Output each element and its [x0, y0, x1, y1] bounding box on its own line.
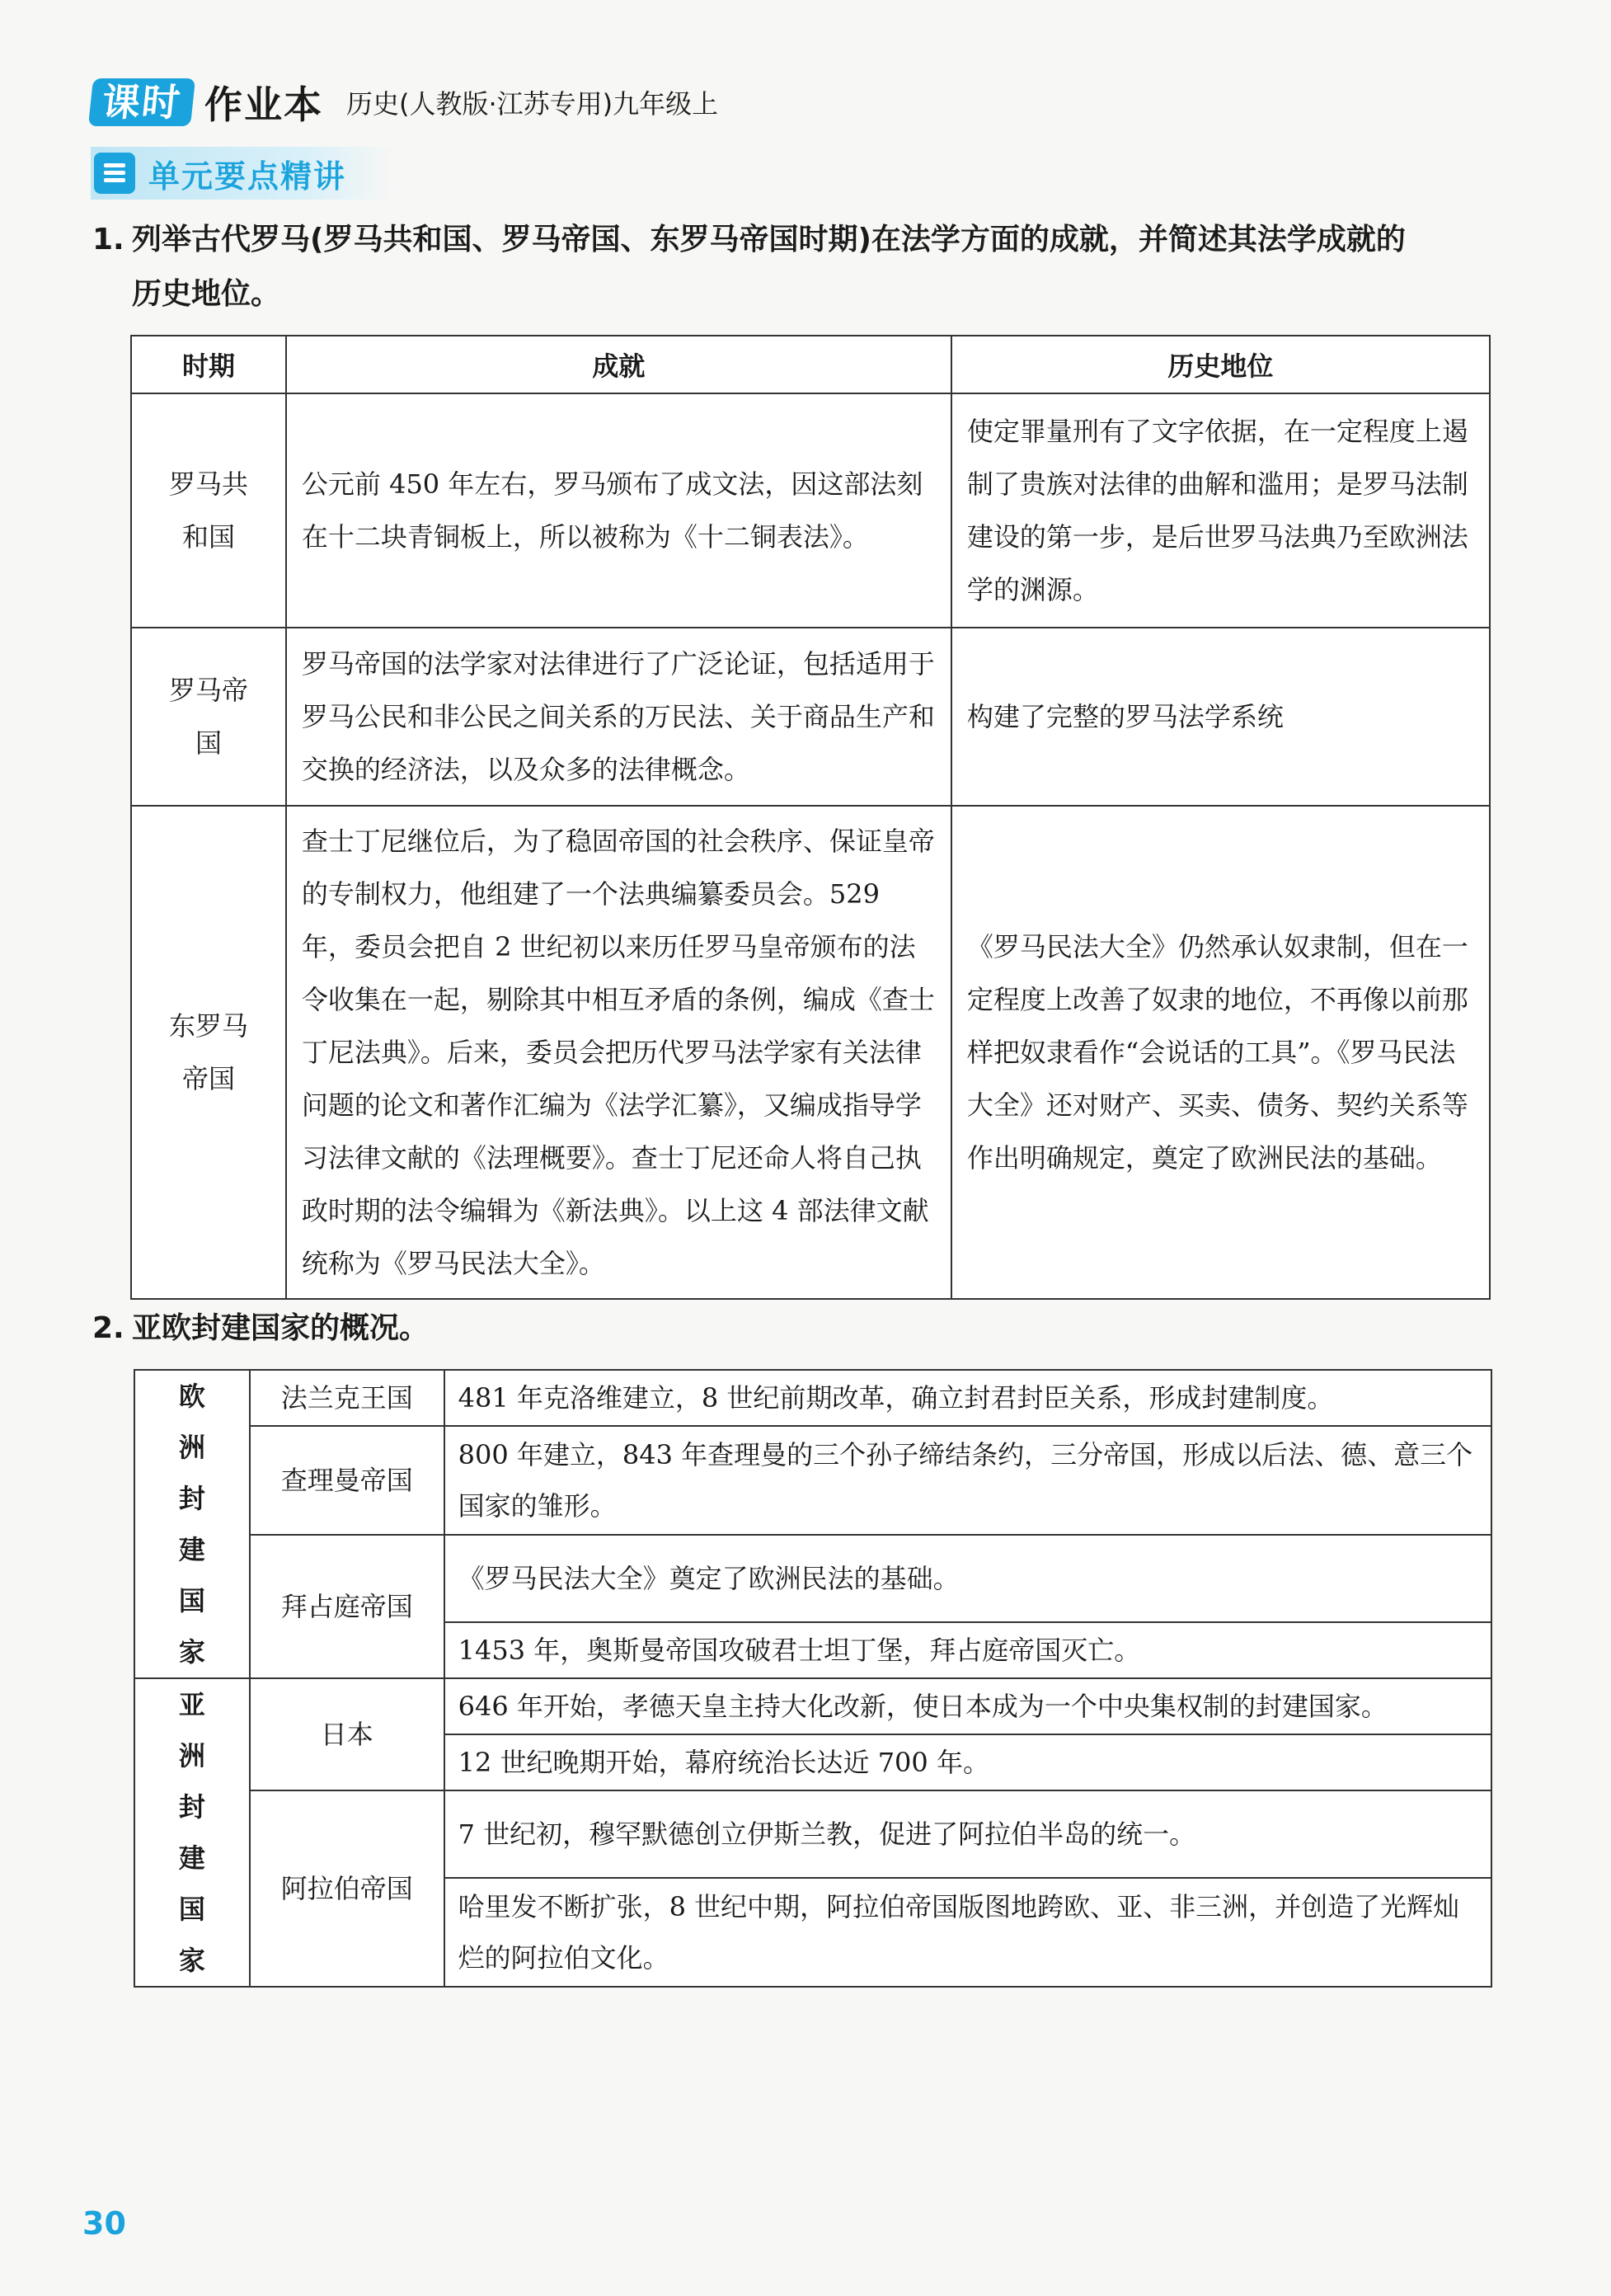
question-text: 亚欧封建国家的概况。 [132, 1311, 430, 1345]
roman-law-table [130, 335, 1491, 1300]
region-cell: 亚洲封建国家 [134, 1678, 250, 1987]
achievement-cell: 罗马帝国的法学家对法律进行了广泛论证，包括适用于罗马公民和非公民之间关系的万民法、关于商品生产和交换的经济法，以及众多的法律概念。 [286, 628, 951, 806]
page-number: 30 [82, 2205, 126, 2242]
status-cell: 使定罪量刑有了文字依据，在一定程度上遏制了贵族对法律的曲解和滥用；是罗马法制建设的第一步，是后世罗马法典乃至欧洲法学的渊源。 [951, 393, 1490, 628]
question-text: 列举古代罗马(罗马共和国、罗马帝国、东罗马帝国时期)在法学方面的成就，并简述其法学成就的 [132, 223, 1406, 256]
section-header [91, 147, 396, 200]
table-row [134, 1370, 1491, 1426]
region-cell: 欧洲封建国家 [134, 1370, 250, 1678]
table-row [134, 1426, 1491, 1535]
table-header-row [131, 336, 1490, 393]
question-text-continued: 历史地位。 [132, 277, 281, 311]
period-cell: 罗马共和国 [131, 393, 286, 628]
column-header: 历史地位 [951, 336, 1490, 393]
table-row [134, 1535, 1491, 1622]
table-row [131, 628, 1490, 806]
country-cell: 查理曼帝国 [250, 1426, 444, 1535]
status-cell: 构建了完整的罗马法学系统 [951, 628, 1490, 806]
fact-cell: 哈里发不断扩张，8 世纪中期，阿拉伯帝国版图地跨欧、亚、非三洲，并创造了光辉灿烂的阿拉伯文化。 [444, 1878, 1491, 1987]
section-title: 单元要点精讲 [148, 158, 347, 195]
column-header: 成就 [286, 336, 951, 393]
country-cell: 日本 [250, 1678, 444, 1790]
column-header: 时期 [131, 336, 286, 393]
question-number: 1. [92, 223, 124, 256]
table-row [134, 1790, 1491, 1878]
fact-cell: 1453 年，奥斯曼帝国攻破君士坦丁堡，拜占庭帝国灭亡。 [444, 1622, 1491, 1678]
status-cell: 《罗马民法大全》仍然承认奴隶制，但在一定程度上改善了奴隶的地位，不再像以前那样把奴隶看作“会说话的工具”。《罗马民法大全》还对财产、买卖、债务、契约关系等作出明确规定，奠定了欧洲民法的基础。 [951, 806, 1490, 1299]
table-row [131, 806, 1490, 1299]
question-1 [92, 213, 1494, 322]
country-cell: 拜占庭帝国 [250, 1535, 444, 1678]
brand-logo: 课时 [88, 78, 195, 126]
fact-cell: 《罗马民法大全》奠定了欧洲民法的基础。 [444, 1535, 1491, 1622]
table-row [134, 1678, 1491, 1734]
country-cell: 阿拉伯帝国 [250, 1790, 444, 1987]
feudal-states-table [134, 1369, 1492, 1988]
fact-cell: 481 年克洛维建立，8 世纪前期改革，确立封君封臣关系，形成封建制度。 [444, 1370, 1491, 1426]
country-cell: 法兰克王国 [250, 1370, 444, 1426]
question-2 [92, 1301, 1494, 1356]
question-number: 2. [92, 1311, 124, 1345]
period-cell: 东罗马帝国 [131, 806, 286, 1299]
fact-cell: 12 世纪晚期开始，幕府统治长达近 700 年。 [444, 1734, 1491, 1790]
table-row [131, 393, 1490, 628]
achievement-cell: 公元前 450 年左右，罗马颁布了成文法，因这部法刻在十二块青铜板上，所以被称为《十二铜表法》。 [286, 393, 951, 628]
brand-name: 作业本 [204, 82, 323, 127]
page-header [91, 76, 718, 129]
fact-cell: 800 年建立，843 年查理曼的三个孙子缔结条约，三分帝国，形成以后法、德、意三个国家的雏形。 [444, 1426, 1491, 1535]
book-title: 历史(人教版·江苏专用)九年级上 [346, 88, 719, 120]
fact-cell: 7 世纪初，穆罕默德创立伊斯兰教，促进了阿拉伯半岛的统一。 [444, 1790, 1491, 1878]
document-stack-icon [94, 153, 135, 194]
period-cell: 罗马帝国 [131, 628, 286, 806]
achievement-cell: 查士丁尼继位后，为了稳固帝国的社会秩序、保证皇帝的专制权力，他组建了一个法典编纂委员会。529 年，委员会把自 2 世纪初以来历任罗马皇帝颁布的法令收集在一起，剔除其中相互矛盾的条例，编成《查士丁尼法典》。后来，委员会把历代罗马法学家有关法律问题的论文和著作汇编为《法学汇纂》，又编成指导学习法律文献的《法理概要》。查士丁尼还命人将自己执政时期的法令编辑为《新法典》。以上这 4 部法律文献统称为《罗马民法大全》。 [286, 806, 951, 1299]
fact-cell: 646 年开始，孝德天皇主持大化改新，使日本成为一个中央集权制的封建国家。 [444, 1678, 1491, 1734]
